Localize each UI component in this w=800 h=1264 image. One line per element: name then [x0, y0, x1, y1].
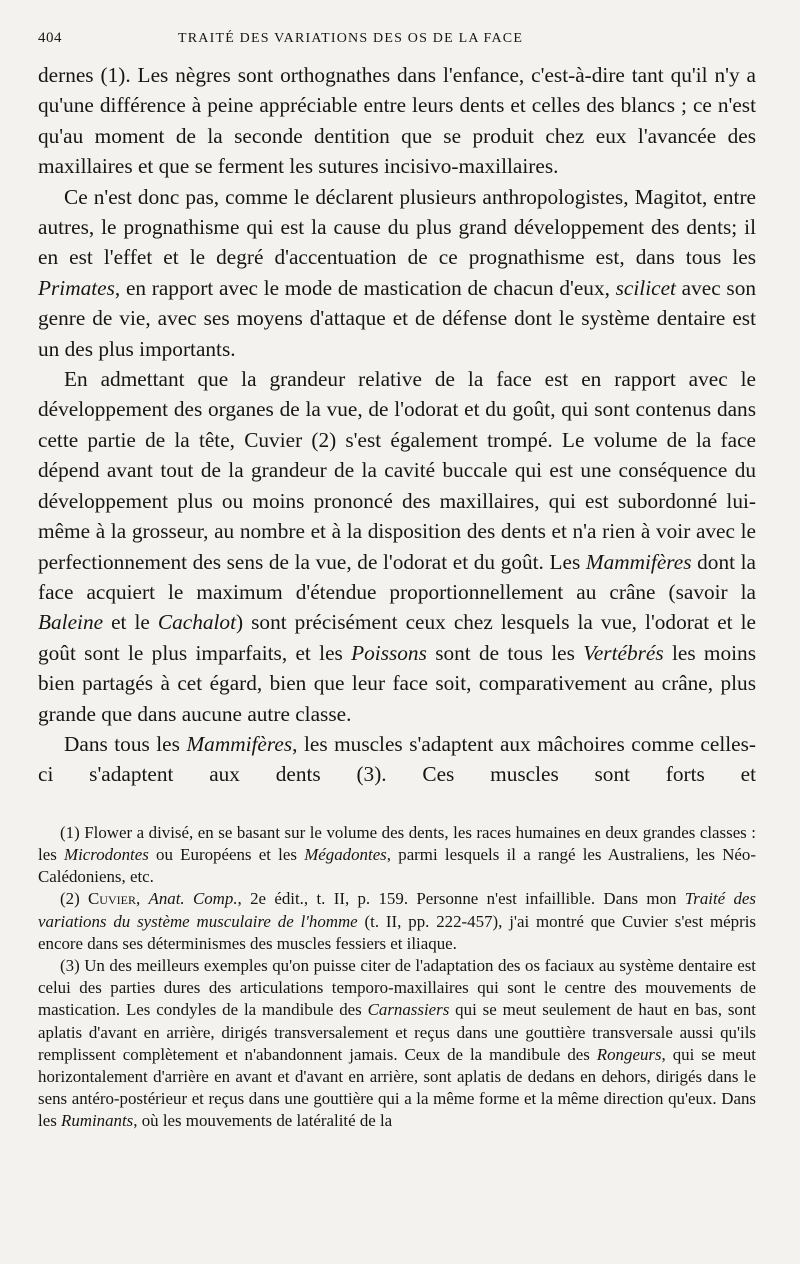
term-poissons: Poissons [351, 640, 427, 665]
footnote-1: (1) Flower a divisé, en se basant sur le volume des dents, les races humaines en deux grandes classes : les Microdontes ou Européens et les Mégadontes, parmi lesquels il a rangé les Australiens, les Néo-Calédoniens, etc. [38, 822, 757, 887]
paragraph-2: Ce n'est donc pas, comme le déclarent plusieurs anthropologistes, Magitot, entre autres, le prognathisme qui est la cause du plus grand développement des dents; il en est l'effet et le degré d'accentuation de ce prognathisme est, dans tous les Primates, en rapport avec le mode de mastication de chacun d'eux, scilicet avec son genre de vie, avec ses moyens d'attaque et de défense dont le système dentaire est un des plus importants. [38, 184, 756, 361]
main-text [38, 60, 756, 790]
footnote-2: (2) Cuvier, Anat. Comp., 2e édit., t. II, p. 159. Personne n'est infaillible. Dans mon Traité des variations du système musculaire de l'homme (t. II, pp. 222-457), j'ai montré que Cuvier s'est mépris encore dans ses déterminismes des muscles fessiers et iliaque. [38, 889, 756, 953]
paragraph-1: dernes (1). Les nègres sont orthognathes dans l'enfance, c'est-à-dire tant qu'il n'y a qu'une différence à peine appréciable entre leurs dents et celles des blancs ; ce n'est qu'au moment de la seconde dentition que se produit chez eux l'avancée des maxillaires et que se ferment les sutures incisivo-maxillaires. [38, 63, 756, 179]
term-mammiferes-2: Mammifères [186, 731, 293, 756]
footnotes [38, 822, 756, 1133]
page-number: 404 [38, 30, 62, 46]
term-scilicet: scilicet [615, 275, 676, 300]
book-page [38, 30, 756, 1133]
footnote-3: (3) Un des meilleurs exemples qu'on puisse citer de l'adaptation des os faciaux au système dentaire est celui des parties dures des articulations temporo-maxillaires qui sont le centre des mouvements de mastication. Les condyles de la mandibule des Carnassiers qui se meut seulement de haut en bas, sont aplatis d'avant en arrière, dirigés transversalement et reçus dans une gouttière transversale aussi qu'ils remplissent complètement et n'abandonnent jamais. Ceux de la mandibule des Rongeurs, qui se meut horizontalement d'arrière en avant et d'avant en arrière, sont aplatis de dedans en dehors, dirigés dans le sens antéro-postérieur et reçus dans une gouttière qui a la même forme et la même direction qu'eux. Dans les Ruminants, où les mouvements de latéralité de la [38, 955, 756, 1131]
term-mammiferes: Mammifères [585, 549, 692, 574]
running-title: TRAITÉ DES VARIATIONS DES OS DE LA FACE [178, 31, 524, 46]
term-cachalot: Cachalot [157, 610, 236, 635]
paragraph-4: Dans tous les Mammifères, les muscles s'adaptent aux mâchoires comme celles-ci s'adaptent aux dents (3). Ces muscles sont forts et [38, 731, 756, 787]
paragraph-3: En admettant que la grandeur relative de la face est en rapport avec le développement des organes de la vue, de l'odorat et du goût, qui sont contenus dans cette partie de la tête, Cuvier (2) s'est également trompé. Le volume de la face dépend avant tout de la grandeur de la cavité buccale qui est une conséquence du développement plus ou moins prononcé des maxillaires, qui est subordonné lui-même à la grosseur, au nombre et à la disposition des dents et n'a rien à voir avec le perfectionnement des sens de la vue, de l'odorat et du goût. Les Mammifères dont la face acquiert le maximum d'étendue proportionnellement au crâne (savoir la Baleine et le Cachalot) sont précisément ceux chez lesquels la vue, l'odorat et le goût sont le plus imparfaits, et les Poissons sont de tous les Vertébrés les moins bien partagés à cet égard, bien que leur face soit, comparativement au crâne, plus grande que dans aucune autre classe. [38, 367, 757, 726]
term-vertebres: Vertébrés [583, 640, 664, 665]
term-baleine: Baleine [38, 610, 104, 635]
term-primates: Primates [38, 275, 115, 300]
page-header [38, 30, 756, 60]
